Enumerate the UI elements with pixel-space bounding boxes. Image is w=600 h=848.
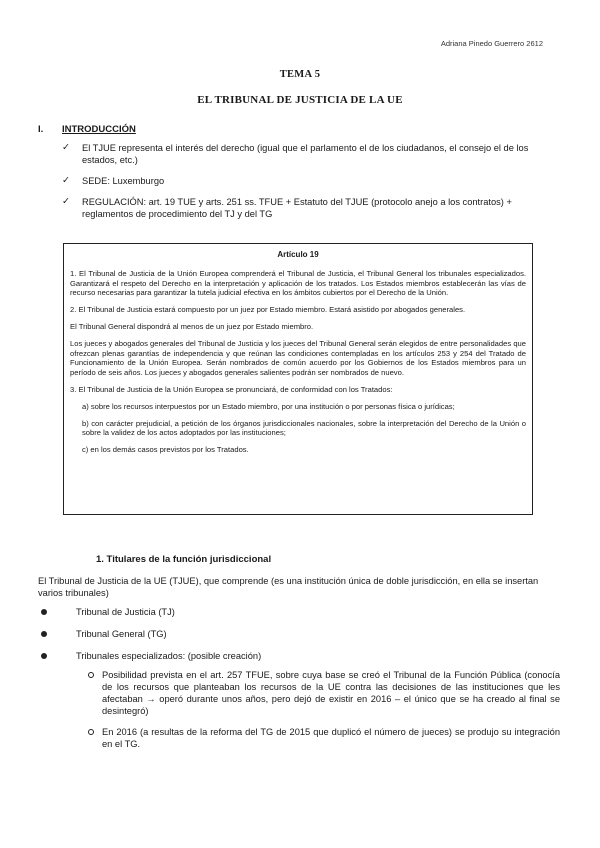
bullet-list [38,606,558,672]
check-icon: ✓ [62,142,70,153]
check-text: El TJUE representa el interés del derecho (igual que el parlamento el de los ciudadanos, el consejo el de los estados, etc.) [82,143,529,165]
page-title: EL TRIBUNAL DE JUSTICIA DE LA UE [197,94,403,106]
article-paragraph: El Tribunal General dispondrá al menos de un juez por Estado miembro. [70,321,314,331]
article-box [63,243,533,515]
circle-bullet-icon [88,672,94,678]
check-text: SEDE: Luxemburgo [82,176,165,186]
sub-list-item [88,669,560,717]
topic-number: TEMA 5 [279,69,321,80]
check-item [62,196,552,220]
section-label: INTRODUCCIÓN [62,124,136,135]
article-title: Artículo 19 [277,250,319,259]
list-item [38,606,558,618]
sub-list-item-text: Posibilidad prevista en el art. 257 TFUE, sobre cuya base se creó el Tribunal de la Función Pública (conocía de los recursos que planteaban los recursos de la UE contra las decisiones de las instituciones que les afectaban → operó durante unos años, pero dejó de existir en 2016 – el único que se ha creado al final se desintegró) [102,670,560,716]
article-paragraph: a) sobre los recursos interpuestos por un Estado miembro, por una institución o por personas física o jurídicas; [82,401,455,411]
sub-bullet-list [88,669,560,759]
subsection-heading: 1. Titulares de la función jurisdiccional [96,554,272,565]
bullet-icon [41,631,47,637]
section-number: I. [38,124,44,135]
list-item-text: Tribunales especializados: (posible creación) [76,651,262,661]
article-paragraph: 3. El Tribunal de Justicia de la Unión Europea se pronunciará, de conformidad con los Tratados: [70,384,393,394]
circle-bullet-icon [88,729,94,735]
intro-paragraph: El Tribunal de Justicia de la UE (TJUE), que comprende (es una institución única de doble jurisdicción, en ella se insertan varios tribunales) [38,576,539,598]
bullet-icon [41,653,47,659]
check-item [62,175,552,187]
check-list [62,142,552,229]
author-header: Adriana Pinedo Guerrero 2612 [440,39,543,48]
bullet-icon [41,609,47,615]
check-text: REGULACIÓN: art. 19 TUE y arts. 251 ss. TFUE + Estatuto del TJUE (protocolo anejo a los contratos) + reglamentos de procedimiento del TJ y del TG [82,197,512,219]
section-heading [38,124,136,135]
list-item-text: Tribunal General (TG) [76,629,167,639]
check-icon: ✓ [62,175,70,186]
list-item [38,650,558,662]
article-paragraph: 1. El Tribunal de Justicia de la Unión Europea comprenderá el Tribunal de Justicia, el Tribunal General los tribunales especializados. Garantizará el respeto del Derecho en la interpretación y aplicación de los tratados. Los Estados miembros establecerán las vías de recurso necesarias para garantizar la tutela judicial efectiva en los ámbitos cubiertos por el Derecho de la Unión. [70,268,526,298]
list-item [38,628,558,640]
sub-list-item-text: En 2016 (a resultas de la reforma del TG de 2015 que duplicó el número de jueces) se produjo su integración en el TG. [102,727,560,749]
list-item-text: Tribunal de Justicia (TJ) [76,607,175,617]
article-paragraph: Los jueces y abogados generales del Tribunal de Justicia y los jueces del Tribunal General serán elegidos de entre personalidades que ofrezcan plenas garantías de independencia y que reúnan las condiciones contempladas en los artículos 253 y 254 del Tratado de Funcionamiento de la Unión Europea. Serán nombrados de común acuerdo por los Gobiernos de los Estados miembros para un período de seis años. Los jueces y abogados generales salientes podrán ser nombrados de nuevo. [70,338,526,378]
article-paragraph: 2. El Tribunal de Justicia estará compuesto por un juez por Estado miembro. Estará asistido por abogados generales. [70,305,466,315]
check-item [62,142,552,166]
article-paragraph: b) con carácter prejudicial, a petición de los órganos jurisdiccionales nacionales, sobre la interpretación del Derecho de la Unión o sobre la validez de los actos adoptados por las instituciones; [82,418,526,438]
check-icon: ✓ [62,196,70,207]
article-paragraph: c) en los demás casos previstos por los Tratados. [82,445,249,455]
sub-list-item [88,726,560,750]
